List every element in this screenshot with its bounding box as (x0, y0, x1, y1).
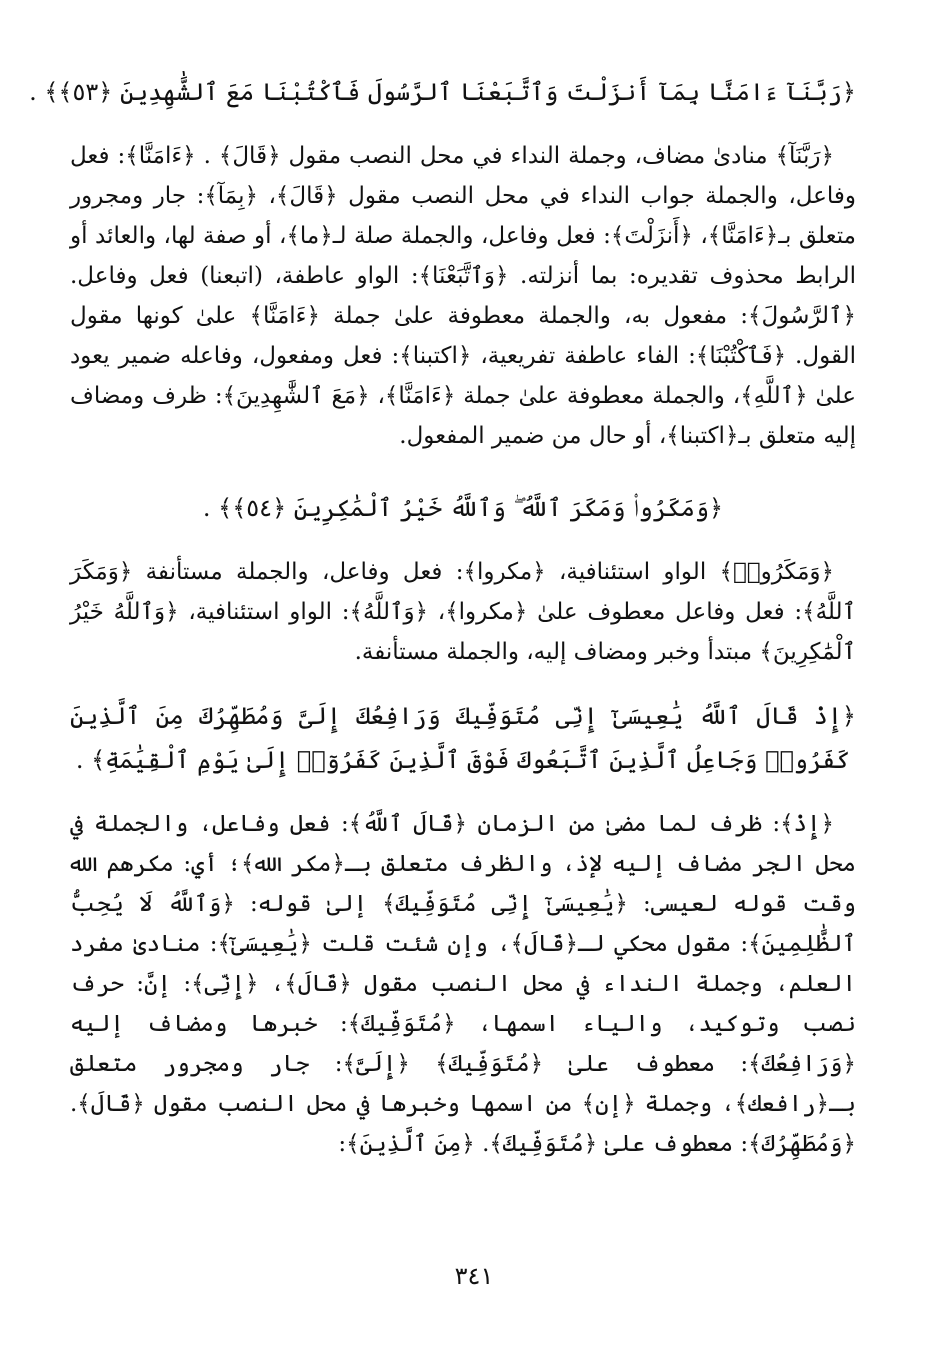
commentary-verse-55: ﴿إِذْ﴾: ظرف لما مضىٰ من الزمان ﴿قَالَ ٱللَّهُ﴾: فعل وفاعل، والجملة في محل الجر مضاف إليه لإذ، والظرف متعلق بـ﴿مكر الله﴾؛ أي: مكرهم الله وقت قوله لعيسى: ﴿يَٰعِيسَىٰٓ إِنِّى مُتَوَفِّيكَ﴾ إلىٰ قوله: ﴿وَٱللَّهُ لَا يُحِبُّ ٱلظَّٰلِمِينَ﴾: مقول محكي لـ﴿قَالَ﴾، وإن شئت قلت ﴿يَٰعِيسَىٰٓ﴾: منادىٰ مفرد العلم، وجملة النداء في محل النصب مقول ﴿قَالَ﴾، ﴿إِنِّى﴾: إنَّ: حرف نصب وتوكيد، والياء اسمها، ﴿مُتَوَفِّيكَ﴾: خبرها ومضاف إليه ﴿وَرَافِعُكَ﴾: معطوف علىٰ ﴿مُتَوَفِّيكَ﴾ ﴿إِلَىَّ﴾: جار ومجرور متعلق بـ﴿رافعك﴾، وجملة ﴿إن﴾ من اسمها وخبرها في محل النصب مقول ﴿قَالَ﴾. ﴿وَمُطَهِّرُكَ﴾: معطوف علىٰ ﴿مُتَوَفِّيكَ﴾. ﴿مِنَ ٱلَّذِينَ﴾: (70, 811, 856, 1157)
verse-54: ﴿وَمَكَرُوا۟ وَمَكَرَ ٱللَّهُ ۖ وَٱللَّهُ خَيْرُ ٱلْمَٰكِرِينَ ﴿٥٤﴾﴾ . (202, 494, 724, 522)
commentary-verse-54: ﴿وَمَكَرُوا۟﴾ الواو استئنافية، ﴿مكروا﴾: فعل وفاعل، والجملة مستأنفة ﴿وَمَكَرَ ٱللَّهُ﴾: فعل وفاعل معطوف علىٰ ﴿مكروا﴾، ﴿وَٱللَّهُ﴾: الواو استئنافية، ﴿وَٱللَّهُ خَيْرُ ٱلْمَٰكِرِينَ﴾ مبتدأ وخبر ومضاف إليه، والجملة مستأنفة. (70, 559, 856, 665)
verse-55: ﴿إِذْ قَالَ ٱللَّهُ يَٰعِيسَىٰٓ إِنِّى مُتَوَفِّيكَ وَرَافِعُكَ إِلَىَّ وَمُطَهِّرُكَ مِنَ ٱلَّذِينَ كَفَرُوا۟ وَجَاعِلُ ٱلَّذِينَ ٱتَّبَعُوكَ فَوْقَ ٱلَّذِينَ كَفَرُوٓا۟ إِلَىٰ يَوْمِ ٱلْقِيَٰمَةِ﴾ . (70, 702, 856, 774)
spacer (70, 456, 856, 486)
page-number: ٣٤١ (454, 1262, 494, 1290)
verse-53: ﴿رَبَّنَآ ءَامَنَّا بِمَآ أَنزَلْتَ وَٱتَّبَعْنَا ٱلرَّسُولَ فَٱكْتُبْنَا مَعَ ٱلشَّٰهِدِينَ ﴿٥٣﴾﴾ . (29, 78, 856, 106)
spacer (70, 782, 856, 804)
spacer (70, 114, 856, 136)
spacer (70, 672, 856, 694)
commentary-verse-53: ﴿رَبَّنَآ﴾ منادىٰ مضاف، وجملة النداء في محل النصب مقول ﴿قَالَ﴾ . ﴿ءَامَنَّا﴾: فعل وفاعل، والجملة جواب النداء في محل النصب مقول ﴿قَالَ﴾، ﴿بِمَآ﴾: جار ومجرور متعلق بـ﴿ءَامَنَّا﴾، ﴿أَنزَلْتَ﴾: فعل وفاعل، والجملة صلة لـ﴿ما﴾، أو صفة لها، والعائد أو الرابط محذوف تقديره: بما أنزلته. ﴿وَٱتَّبَعْنَا﴾: الواو عاطفة، (اتبعنا) فعل وفاعل. ﴿ٱلرَّسُولَ﴾: مفعول به، والجملة معطوفة علىٰ جملة ﴿ءَامَنَّا﴾ علىٰ كونها مقول القول. ﴿فَٱكْتُبْنَا﴾: الفاء عاطفة تفريعية، ﴿اكتبنا﴾: فعل ومفعول، وفاعله ضمير يعود علىٰ ﴿ٱللَّهِ﴾، والجملة معطوفة علىٰ جملة ﴿ءَامَنَّا﴾، ﴿مَعَ ٱلشَّٰهِدِينَ﴾: ظرف ومضاف إليه متعلق بـ﴿اكتبنا﴾، أو حال من ضمير المفعول. (70, 143, 856, 449)
page-body (29, 70, 856, 1164)
spacer (70, 530, 856, 552)
